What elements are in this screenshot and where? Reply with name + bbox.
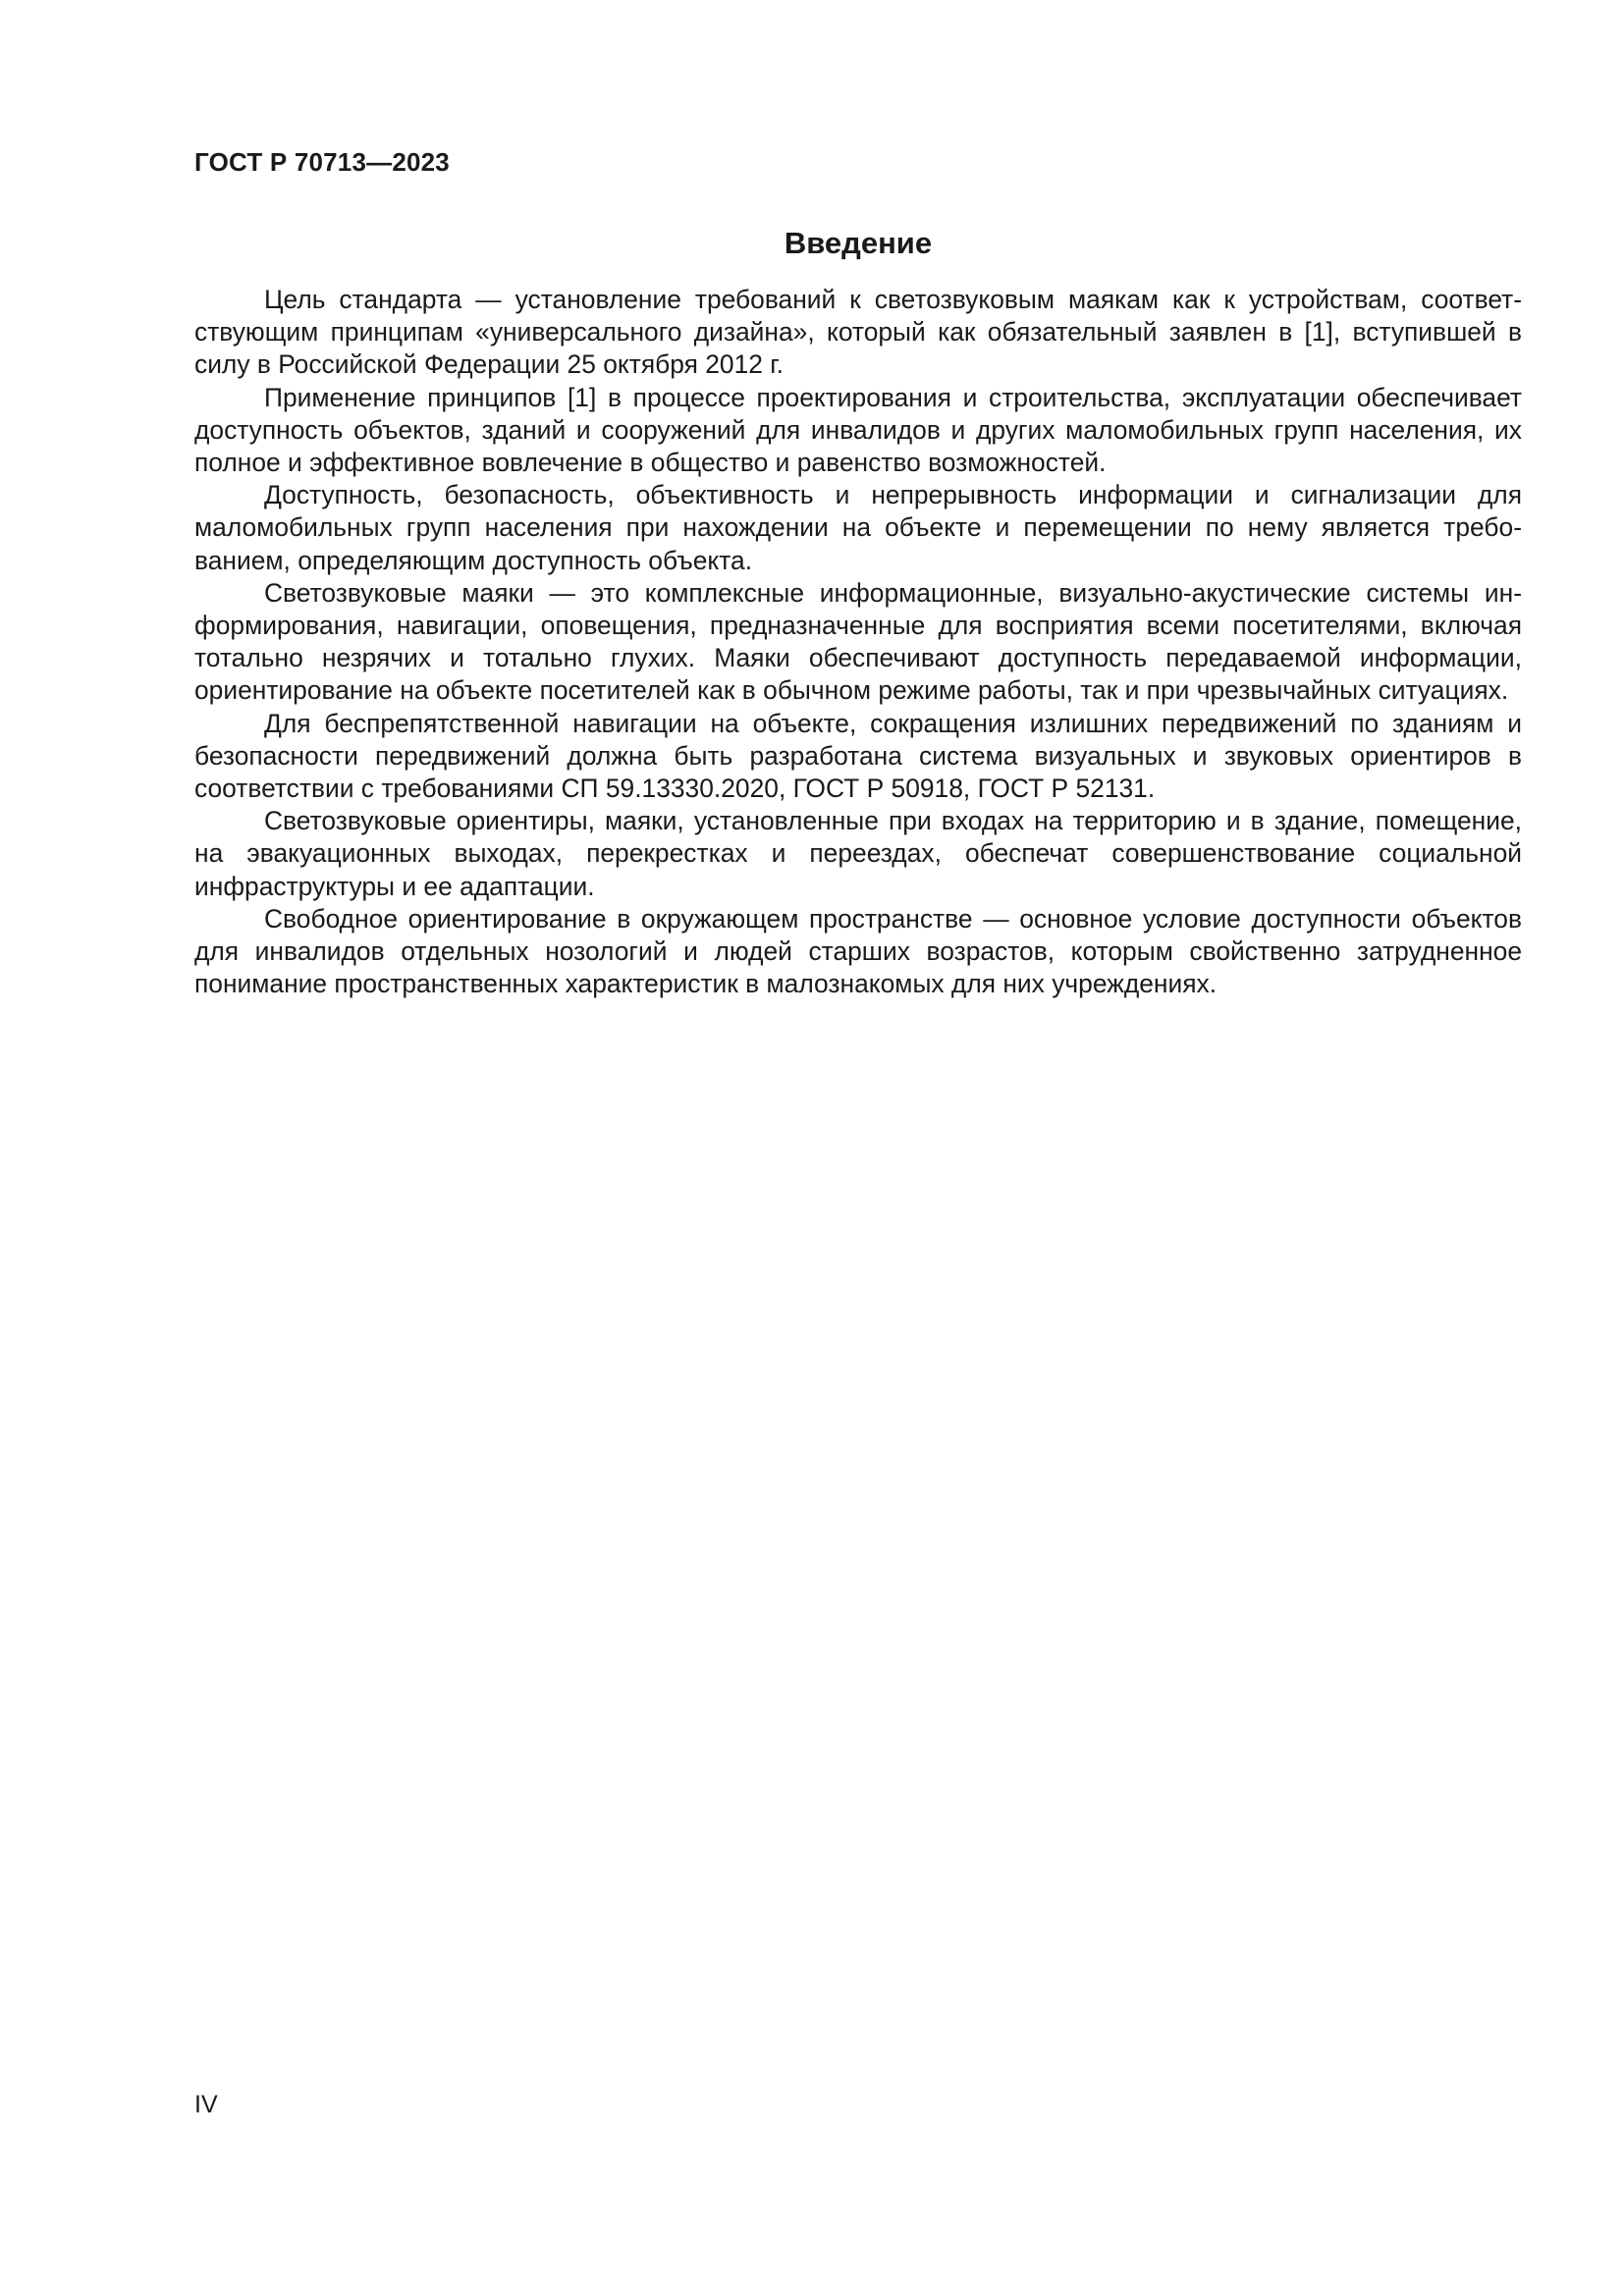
introduction-body: [194, 284, 1522, 1000]
page-number: IV: [194, 2091, 218, 2118]
paragraph-beacons: Светозвуковые маяки — это комплексные информационные, визуально-акустические системы информирования, навигации, оповещения, предназначенные для восприятия всеми посетителями, включая тотально незрячих и тотально глухих. Маяки обеспечивают доступность передаваемой информации, ориентирование на объекте посетителей как в обычном режиме работы, так и при чрезвычайных ситуациях.: [194, 577, 1522, 706]
paragraph-principles: Применение принципов [1] в процессе проектирования и строительства, эксплуатации обеспечивает доступность объектов, зданий и сооружений для инвалидов и других маломобильных групп населения, их полное и эффективное вовлечение в общество и равенство возможностей.: [194, 382, 1522, 478]
document-code: ГОСТ Р 70713—2023: [194, 147, 450, 177]
paragraph-orientation: Свободное ориентирование в окружающем пространстве — основное условие доступности объектов для инвалидов отдельных нозологий и людей старших возрастов, которым свойственно затрудненное понимание пространственных характеристик в малознакомых для них учреждениях.: [194, 903, 1522, 999]
paragraph-purpose: Цель стандарта — установление требований к светозвуковым маякам как к устройствам, соответствующим принципам «универсального дизайна», который как обязательный заявлен в [1], вступившей в силу в Российской Федерации 25 октября 2012 г.: [194, 285, 1522, 380]
paragraph-landmarks: Светозвуковые ориентиры, маяки, установленные при входах на территорию и в здание, помещение, на эвакуационных выходах, перекрестках и переездах, обеспечат совершенствование социальной инфраструктуры и ее адаптации.: [194, 806, 1522, 901]
paragraph-navigation: Для беспрепятственной навигации на объекте, сокращения излишних передвижений по зданиям и безопасности передвижений должна быть разработана система визуальных и звуковых ориентиров в соответствии с требованиями СП 59.13330.2020, ГОСТ Р 50918, ГОСТ Р 52131.: [194, 708, 1522, 804]
paragraph-accessibility: Доступность, безопасность, объективность и непрерывность информации и сигнализации для маломобильных групп населения при нахождении на объекте и перемещении по нему является требованием, определяющим доступность объекта.: [194, 480, 1522, 575]
section-title: Введение: [784, 226, 933, 260]
